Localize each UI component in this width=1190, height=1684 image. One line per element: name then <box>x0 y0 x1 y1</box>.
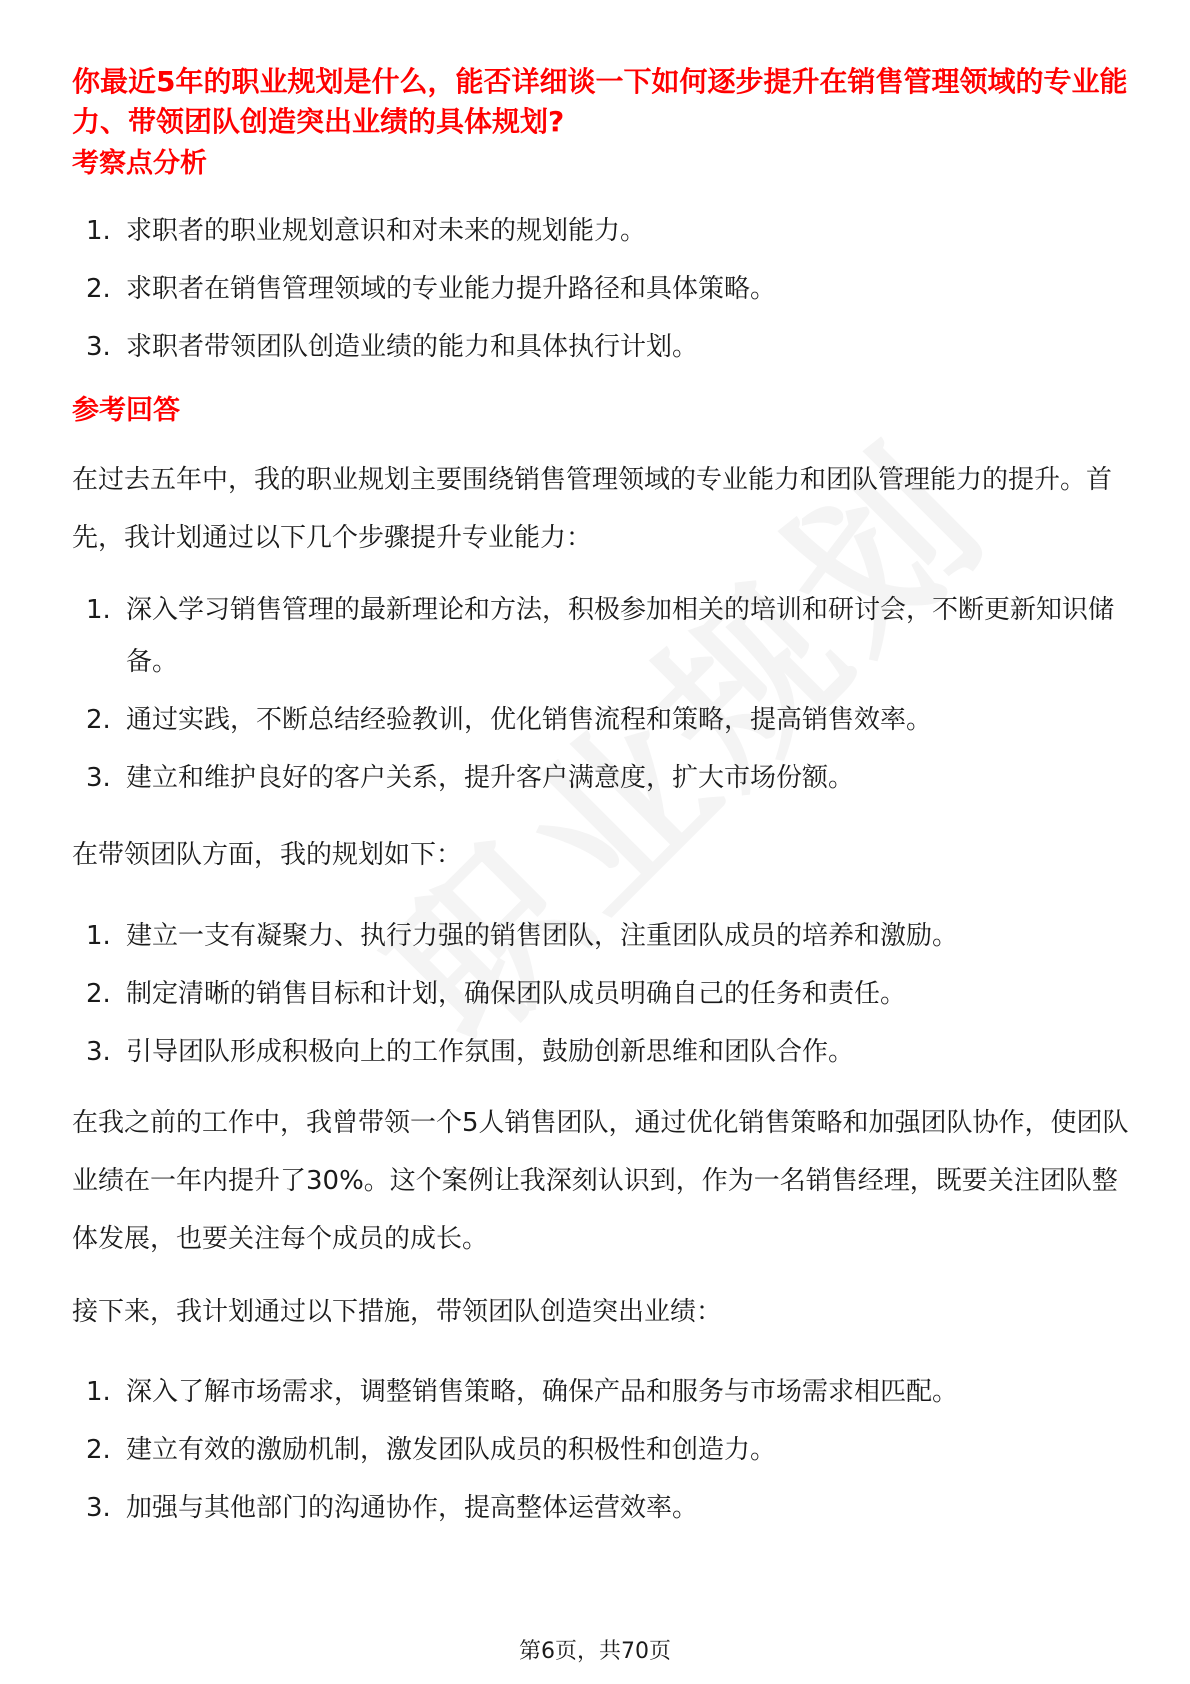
list-item: 3. 建立和维护良好的客户关系，提升客户满意度，扩大市场份额。 <box>86 763 855 793</box>
team-list <box>72 910 1132 1078</box>
list-item: 3. 求职者带领团队创造业绩的能力和具体执行计划。 <box>86 332 699 362</box>
list-item: 3. 加强与其他部门的沟通协作，提高整体运营效率。 <box>86 1493 699 1523</box>
list-item: 1. 建立一支有凝聚力、执行力强的销售团队，注重团队成员的培养和激励。 <box>86 921 959 951</box>
next-list <box>72 1366 1132 1534</box>
list-item: 2. 建立有效的激励机制，激发团队成员的积极性和创造力。 <box>86 1435 777 1465</box>
analysis-list <box>72 205 1132 373</box>
list-item: 2. 制定清晰的销售目标和计划，确保团队成员明确自己的任务和责任。 <box>86 979 907 1009</box>
list-item: 2. 通过实践，不断总结经验教训，优化销售流程和策略，提高销售效率。 <box>86 705 933 735</box>
page-number: 第6页，共70页 <box>519 1639 671 1664</box>
case-paragraph: 在我之前的工作中，我曾带领一个5人销售团队，通过优化销售策略和加强团队协作，使团队业绩在一年内提升了30%。这个案例让我深刻认识到，作为一名销售经理，既要关注团队整体发展，也要关注每个成员的成长。 <box>72 1108 1129 1254</box>
analysis-heading: 考察点分析 <box>72 148 207 179</box>
team-intro: 在带领团队方面，我的规划如下： <box>72 840 463 870</box>
answer-heading: 参考回答 <box>72 395 180 426</box>
list-item: 1. 深入学习销售管理的最新理论和方法，积极参加相关的培训和研讨会，不断更新知识储备。 <box>86 595 1115 677</box>
list-item: 3. 引导团队形成积极向上的工作氛围，鼓励创新思维和团队合作。 <box>86 1037 855 1067</box>
list-item: 1. 求职者的职业规划意识和对未来的规划能力。 <box>86 216 647 246</box>
skills-list <box>72 584 1132 804</box>
answer-intro: 在过去五年中，我的职业规划主要围绕销售管理领域的专业能力和团队管理能力的提升。首先，我计划通过以下几个步骤提升专业能力： <box>72 465 1113 553</box>
list-item: 2. 求职者在销售管理领域的专业能力提升路径和具体策略。 <box>86 274 777 304</box>
list-item: 1. 深入了解市场需求，调整销售策略，确保产品和服务与市场需求相匹配。 <box>86 1377 959 1407</box>
question-title: 你最近5年的职业规划是什么，能否详细谈一下如何逐步提升在销售管理领域的专业能力、带领团队创造突出业绩的具体规划? <box>72 65 1128 138</box>
next-intro: 接下来，我计划通过以下措施，带领团队创造突出业绩： <box>72 1297 723 1327</box>
